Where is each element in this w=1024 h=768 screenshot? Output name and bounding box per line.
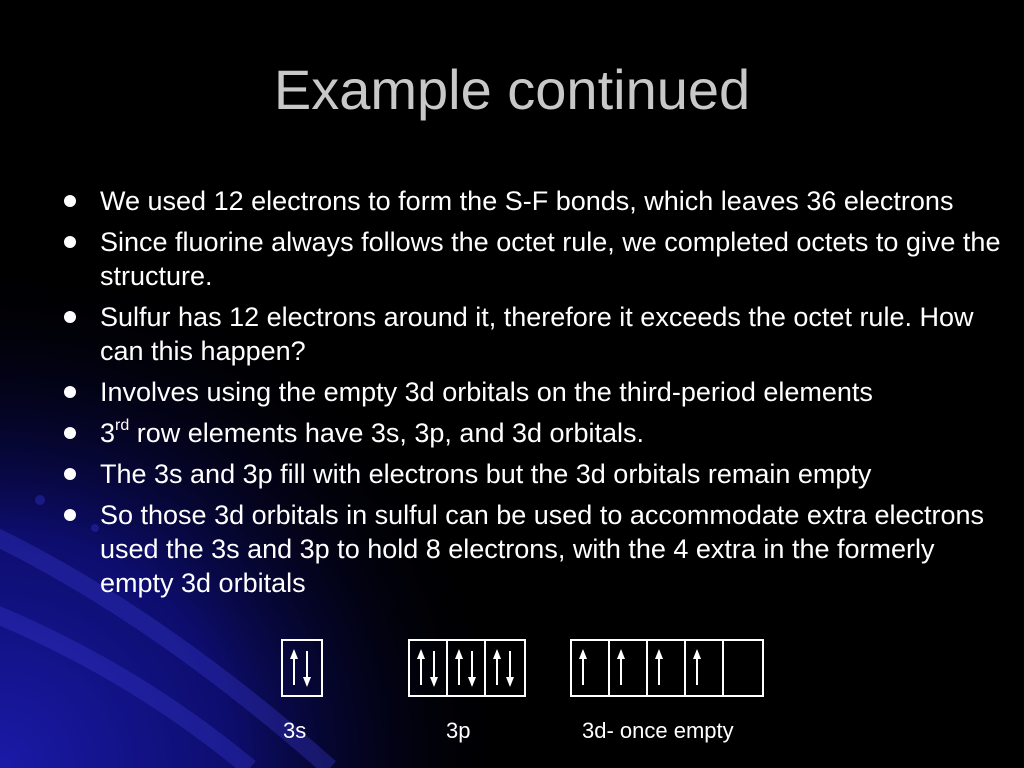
orbital-3d-diagram: [570, 639, 764, 697]
orbital-box: [724, 641, 762, 695]
bullet-item: The 3s and 3p fill with electrons but the 3d orbitals remain empty: [60, 457, 1010, 491]
spin-up-arrow: [655, 649, 663, 685]
spin-up-arrow: [617, 649, 625, 685]
spin-up-arrow: [579, 649, 587, 685]
bullet-item: So those 3d orbitals in sulful can be used to accommodate extra electrons used the 3s and 3p to hold 8 electrons, with the 4 extra in the formerly empty 3d orbitals: [60, 498, 1010, 600]
orbital-box: [648, 641, 686, 695]
superscript: rd: [115, 417, 130, 434]
bullet-item: We used 12 electrons to form the S-F bonds, which leaves 36 electrons: [60, 184, 1010, 218]
orbital-box: [448, 641, 486, 695]
spin-down-arrow: [468, 651, 476, 687]
orbital-electrons: [610, 641, 648, 695]
orbital-3s-diagram: [281, 639, 323, 697]
orbital-box: [486, 641, 524, 695]
spin-up-arrow: [455, 649, 463, 685]
orbital-box: [610, 641, 648, 695]
spin-down-arrow: [303, 651, 311, 687]
orbital-electrons: [486, 641, 524, 695]
spin-down-arrow: [430, 651, 438, 687]
spin-up-arrow: [417, 649, 425, 685]
bullet-item: [60, 416, 1010, 450]
orbital-label-3p: 3p: [446, 718, 471, 743]
orbital-label-3d: 3d- once empty: [582, 718, 734, 743]
bullet-item: Sulfur has 12 electrons around it, therefore it exceeds the octet rule. How can this happen?: [60, 300, 1010, 368]
spin-up-arrow: [493, 649, 501, 685]
orbital-electrons: [448, 641, 486, 695]
orbital-electrons: [410, 641, 448, 695]
orbital-box: [410, 641, 448, 695]
spin-up-arrow: [693, 649, 701, 685]
orbital-box: [283, 641, 321, 695]
bullet-text: row elements have 3s, 3p, and 3d orbitals.: [129, 418, 645, 448]
spin-up-arrow: [290, 649, 298, 685]
orbital-label-3s: 3s: [283, 718, 307, 743]
orbital-electrons: [283, 641, 321, 695]
spin-down-arrow: [506, 651, 514, 687]
orbital-box: [686, 641, 724, 695]
orbital-3p-diagram: [408, 639, 526, 697]
bullet-item: Involves using the empty 3d orbitals on the third-period elements: [60, 375, 1010, 409]
bullet-list: [60, 184, 1010, 607]
bullet-text: 3: [100, 418, 116, 448]
orbital-electrons: [648, 641, 686, 695]
slide-title: Example continued: [273, 58, 751, 121]
orbital-electrons: [572, 641, 610, 695]
orbital-electrons: [724, 641, 762, 695]
bullet-item: Since fluorine always follows the octet rule, we completed octets to give the structure.: [60, 225, 1010, 293]
orbital-electrons: [686, 641, 724, 695]
orbital-box: [572, 641, 610, 695]
